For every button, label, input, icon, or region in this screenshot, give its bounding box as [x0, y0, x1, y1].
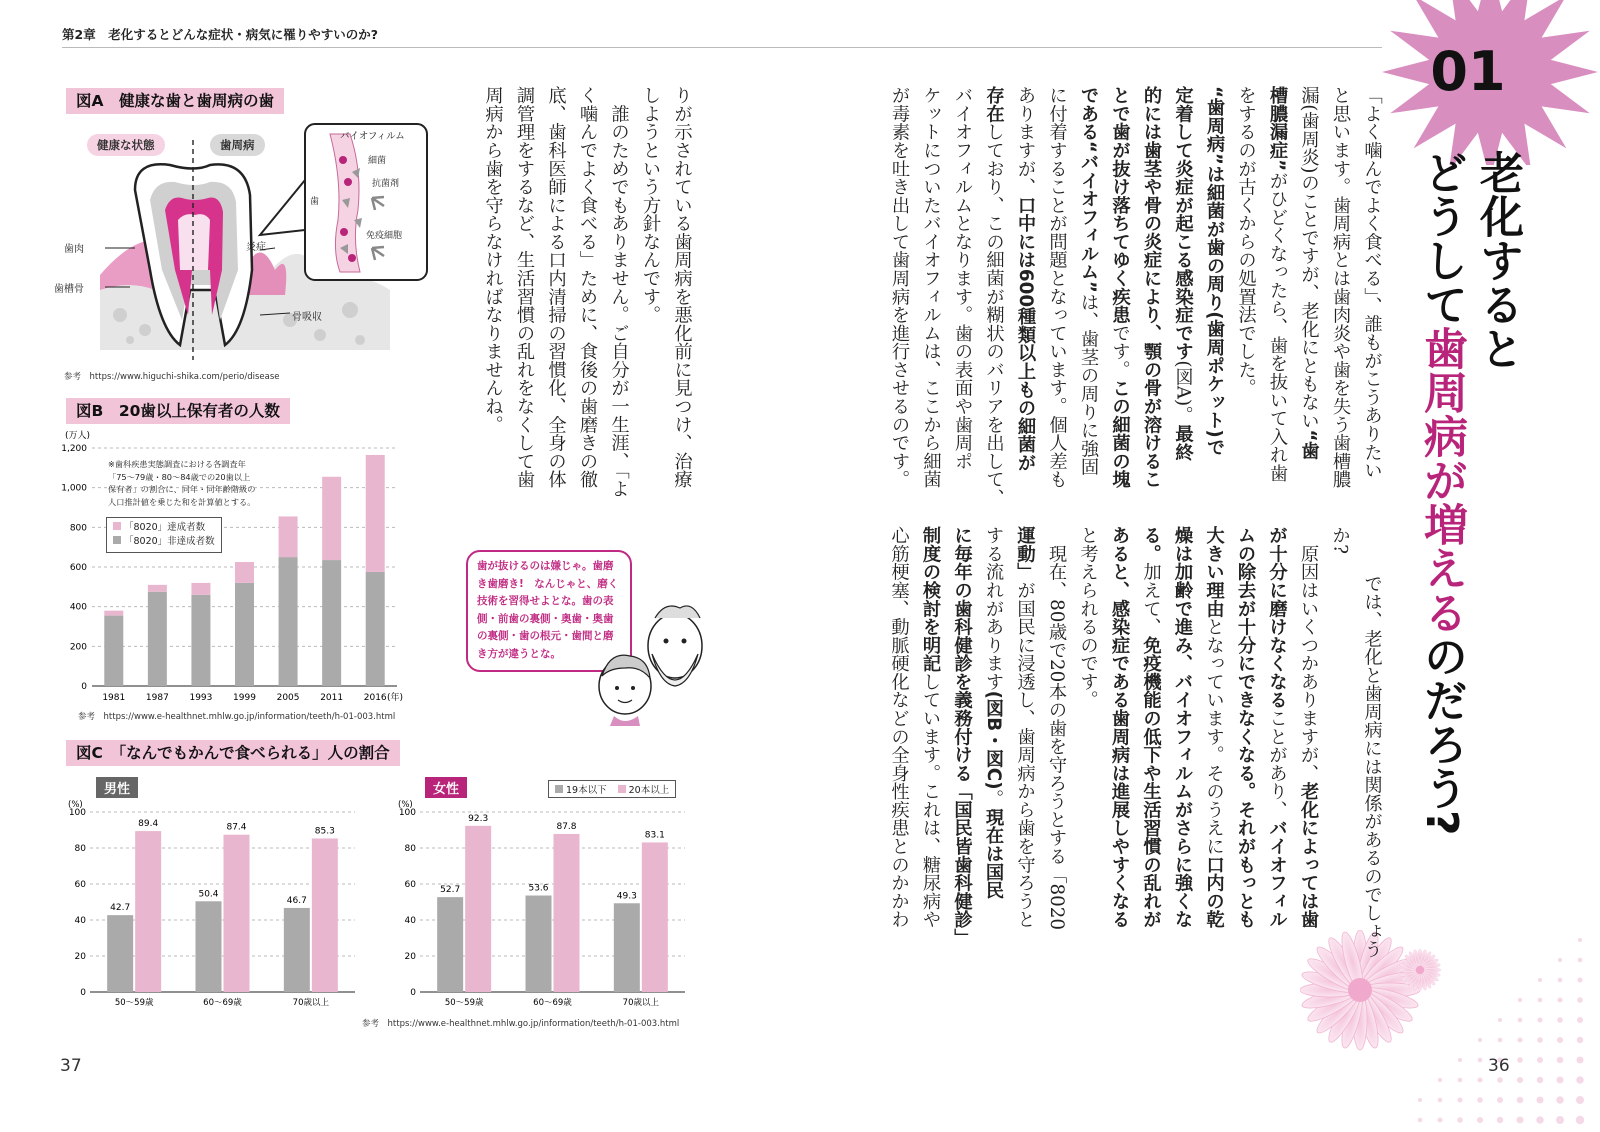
text-run: 誰のためでもありません。ご自分が一生涯、「よ	[608, 86, 630, 498]
x-tick-label: 60〜69歳	[203, 998, 242, 1008]
bold-text: 最終	[1172, 424, 1194, 461]
bold-text: 存在	[983, 86, 1005, 123]
bold-text: バイオフィル	[1266, 818, 1288, 929]
text-run: 現在、80歳で20本の歯を守ろうとする「8020	[1046, 526, 1067, 930]
figC-source	[362, 1017, 679, 1029]
text-run: となっています。そのうえに	[1203, 617, 1225, 856]
text-column	[1041, 86, 1072, 488]
bold-text: あると、感染症である歯周病は進展しやすくなる	[1109, 526, 1130, 929]
text-run: か?	[1329, 526, 1351, 555]
text-column	[1356, 86, 1387, 479]
text-run: しており、この細菌が糊状のバリアを出して、	[983, 122, 1005, 507]
source-url: https://www.e-healthnet.mhlw.go.jp/information/teeth/h-01-003.html	[387, 1019, 680, 1029]
label-alveolar: 歯槽骨	[54, 284, 84, 295]
bar	[465, 826, 491, 992]
bold-text: に毎年の歯科健診を義務付ける「国民皆歯科健診」	[951, 526, 973, 947]
text-run: 「よく噛んでよく食べる」、誰もがこうありたい	[1361, 86, 1383, 480]
bold-text: この細菌の塊	[1109, 378, 1131, 489]
y-tick-label: 100	[68, 808, 86, 818]
text-column	[1293, 526, 1324, 928]
text-run: 心筋梗塞、動脈硬化などの全身性疾患とのかかわ	[888, 526, 910, 929]
title-part-a: どうして	[1416, 150, 1467, 326]
tooth-pulp-core	[178, 214, 210, 270]
legend-swatch	[113, 536, 121, 544]
text-column	[883, 526, 914, 928]
text-run: しています。これは、糖尿病や	[920, 672, 941, 929]
y-tick-label: 40	[74, 916, 86, 926]
bold-text: “歯	[1298, 429, 1320, 460]
data-label: 49.3	[616, 891, 637, 902]
source-url: https://www.higuchi-shika.com/perio/disease	[89, 372, 280, 382]
bar	[279, 516, 298, 557]
y-tick-label: 800	[69, 523, 87, 534]
y-tick-label: 20	[74, 952, 86, 962]
legend-swatch	[555, 785, 563, 793]
y-tick-label: 1,200	[61, 444, 87, 454]
text-run: 加えて、	[1140, 562, 1162, 636]
y-tick-label: 200	[69, 642, 87, 653]
bar	[312, 838, 338, 992]
text-run: ありますが、	[1015, 86, 1036, 196]
y-tick-label: 60	[74, 880, 86, 890]
y-tick-label: 40	[404, 916, 416, 926]
text-run: く噛んでよく食べる」ために、食後の歯磨きの徹	[577, 86, 598, 489]
bar	[614, 903, 640, 992]
x-tick-label: 1987	[145, 693, 169, 703]
text-column	[1325, 86, 1356, 488]
legend-label: 「8020」達成者数	[124, 522, 206, 533]
text-column	[978, 86, 1009, 507]
bar	[554, 834, 580, 992]
text-run: と思います。歯周病とは歯肉炎や歯を失う歯槽膿	[1330, 86, 1351, 489]
page-number-right: 36	[1488, 1056, 1510, 1076]
title-line-2	[1414, 150, 1468, 836]
data-label: 53.6	[528, 883, 549, 894]
text-column	[1167, 526, 1198, 928]
data-label: 89.4	[138, 819, 159, 830]
bold-text: 定着して炎症が起こる感染症です	[1172, 86, 1194, 361]
data-label: 83.1	[644, 830, 665, 841]
text-column	[884, 86, 915, 488]
bold-text: 口中には600種類以上もの細菌が	[1015, 195, 1036, 472]
section-number: 01	[1430, 40, 1506, 103]
text-column	[1072, 526, 1103, 709]
bold-text: 槽膿漏症”	[1267, 86, 1288, 172]
text-column	[1356, 556, 1387, 958]
text-run: 周病から歯を守らなければなりませんね。	[482, 86, 504, 434]
bold-text: である“バイオフィルム”	[1078, 86, 1099, 293]
figC-title: 図C 「なんでもかんで食べられる」人の割合	[66, 740, 400, 766]
bold-text: とで歯が抜け落ちてゆく疾患	[1109, 86, 1131, 324]
y-tick-label: 60	[404, 880, 416, 890]
text-run: が国民に浸透し、歯周病から歯を守ろうと	[1014, 580, 1036, 929]
bold-text: (図B・図C)	[983, 690, 1004, 790]
y-tick-label: 80	[404, 844, 416, 854]
bar	[642, 842, 668, 992]
label-inflammation: 炎症	[246, 242, 266, 253]
text-column	[946, 526, 977, 947]
y-tick-label: 0	[410, 988, 416, 998]
text-run: ケットについたバイオフィルムは、ここから細菌	[920, 86, 942, 489]
text-column	[915, 526, 946, 928]
text-run: は、歯茎の周りに強固	[1078, 292, 1099, 476]
figA-source	[64, 370, 280, 382]
data-label: 52.7	[440, 885, 461, 896]
text-run: 底、歯科医師による口内清掃の習慣化、全身の体	[545, 86, 567, 489]
x-tick-label: 2016	[363, 693, 387, 703]
x-unit-label: (年)	[386, 693, 403, 703]
bar	[191, 583, 210, 595]
label-bone-loss: 骨吸収	[292, 312, 322, 323]
x-tick-label: 50〜59歳	[114, 998, 154, 1008]
bold-text: “歯周病”は細菌が歯の周り(歯周ポケット)で	[1204, 86, 1225, 456]
figB-legend	[106, 517, 222, 553]
text-run: バイオフィルムとなります。歯の表面や歯周ポ	[952, 86, 973, 471]
source-url: https://www.e-healthnet.mhlw.go.jp/information/teeth/h-01-003.html	[103, 712, 396, 722]
label-antibacterial: 抗菌剤	[372, 179, 400, 189]
text-column	[1199, 86, 1230, 456]
text-column	[1230, 86, 1261, 397]
figB-source	[78, 710, 395, 722]
x-tick-label: 70歳以上	[292, 998, 329, 1008]
bar	[322, 560, 341, 686]
text-column	[1262, 86, 1293, 482]
bar	[366, 455, 385, 572]
bar	[135, 831, 161, 992]
y-tick-label: 0	[80, 988, 86, 998]
data-label: 85.3	[314, 826, 335, 837]
bold-text: 制度の検討を明記	[920, 526, 941, 673]
text-column	[666, 86, 697, 488]
text-column	[1261, 526, 1292, 928]
text-run: では、老化と歯周病には関係があるのでしょう	[1361, 556, 1383, 959]
figA-title: 図A 健康な歯と歯周病の歯	[66, 88, 284, 114]
bar	[107, 915, 133, 992]
bar	[235, 562, 254, 583]
bold-text: ムの除去が十分にできなくなる。それがもっとも	[1235, 526, 1256, 929]
speech-balloon: 歯が抜けるのは嫌じゃ。歯磨き歯磨き! なんじゃと、磨く技術を習得せよとな。歯の表側・前歯の裏側・奥歯・奥歯の裏側・歯の根元・歯間と磨き方が違うとな。	[466, 550, 632, 672]
figB-note	[108, 458, 255, 508]
note-line: 保有者」の割合に、同年・同年齢階級の	[108, 484, 256, 494]
text-run: 原因はいくつかありますが、	[1298, 526, 1319, 783]
label-biofilm: バイオフィルム	[340, 131, 405, 142]
y-axis-label: (%)	[68, 800, 83, 810]
bar	[224, 835, 250, 992]
text-column	[1104, 526, 1135, 928]
bar	[284, 908, 310, 992]
bar	[148, 592, 167, 686]
bar	[104, 616, 123, 686]
text-run: と考えられるのです。	[1077, 526, 1099, 709]
y-tick-label: 80	[74, 844, 86, 854]
title-part-b: のだろう?	[1416, 634, 1467, 836]
text-column	[915, 86, 946, 488]
bold-text: が十分に磨けなくなる	[1266, 526, 1288, 709]
text-run: です。	[1109, 323, 1131, 379]
text-run: をするのが古くからの処置法でした。	[1235, 86, 1257, 397]
page-number-left: 37	[60, 1056, 82, 1076]
chapter-header	[62, 25, 378, 43]
legend-label: 19本以下	[566, 785, 607, 796]
data-label: 87.4	[226, 822, 247, 833]
text-run: がひどくなったら、歯を抜いて入れ歯	[1267, 171, 1288, 483]
note-line: ※歯科疾患実態調査における各調査年	[108, 459, 246, 469]
y-tick-label: 400	[69, 602, 87, 613]
label-bacteria: 細菌	[368, 156, 387, 166]
title-part-highlight: 歯周病が増える	[1416, 326, 1467, 634]
biofilm-inset	[305, 124, 427, 280]
bar	[366, 572, 385, 686]
source-prefix: 参考	[78, 712, 96, 722]
legend-swatch	[113, 522, 121, 530]
source-prefix: 参考	[362, 1019, 380, 1029]
bold-text: 運動」	[1014, 526, 1036, 581]
bold-text: 口内の乾	[1203, 855, 1225, 929]
text-column	[1198, 526, 1229, 928]
bold-text: 免疫機能の低下や生活習慣の乱れが	[1140, 635, 1162, 929]
text-column	[1135, 526, 1166, 928]
label-immune: 免疫細胞	[366, 231, 403, 241]
bar	[437, 897, 463, 992]
text-run: する流れがあります	[983, 526, 1004, 691]
chapter-label: 第2章	[62, 27, 96, 42]
x-tick-label: 2011	[320, 693, 344, 703]
bar	[235, 583, 254, 686]
x-tick-label: 1993	[189, 693, 213, 703]
legend-swatch	[618, 785, 626, 793]
text-column	[1324, 526, 1355, 554]
bold-text: 燥は加齢で進み、バイオフィルムがさらに強くな	[1172, 526, 1193, 929]
legend-label: 「8020」非達成者数	[124, 536, 215, 547]
chart-c-female	[390, 795, 690, 1010]
legend-item	[113, 535, 215, 549]
bar	[148, 585, 167, 592]
text-column	[603, 86, 634, 498]
text-run: りが示されている歯周病を悪化前に見つけ、治療	[671, 86, 693, 489]
bar	[196, 901, 222, 992]
legend-item	[113, 521, 215, 535]
text-column	[509, 86, 540, 488]
bar	[526, 896, 552, 992]
text-run: ことがあり、	[1266, 708, 1288, 819]
text-run: 漏(歯周炎)のことですが、老化にともない	[1298, 86, 1320, 430]
y-tick-label: 20	[404, 952, 416, 962]
text-column	[1167, 86, 1198, 461]
bold-text: 老化によっては歯	[1298, 782, 1319, 929]
bold-text: 大きい理由	[1203, 526, 1225, 618]
data-label: 46.7	[286, 895, 307, 906]
y-tick-label: 600	[69, 563, 87, 573]
label-tooth: 歯	[310, 197, 320, 207]
note-line: 「75〜79歳・80〜84歳での20歯以上	[108, 471, 251, 482]
data-label: 42.7	[110, 903, 131, 914]
data-label: 50.4	[198, 889, 219, 900]
title-line-1: 老化すると	[1472, 150, 1523, 370]
text-column	[572, 86, 603, 488]
bar	[104, 611, 123, 616]
flower-decoration-icon	[1300, 930, 1600, 1132]
text-run: (図A)。	[1172, 360, 1194, 425]
figB-title: 図B 20歯以上保有者の人数	[66, 398, 290, 424]
text-run: しようという方針なんです。	[640, 86, 661, 324]
data-label: 87.8	[556, 821, 577, 832]
data-label: 92.3	[468, 813, 489, 824]
bold-text: 的には歯茎や骨の炎症により、顎の骨が溶けるこ	[1141, 86, 1162, 489]
y-axis-label: (%)	[398, 800, 413, 810]
bar	[322, 477, 341, 560]
x-tick-label: 70歳以上	[622, 998, 659, 1008]
text-column	[978, 526, 1009, 899]
text-column	[1010, 86, 1041, 472]
x-tick-label: 1981	[102, 693, 126, 703]
figA-tag-healthy: 健康な状態	[87, 134, 165, 156]
text-column	[1041, 526, 1072, 930]
bar	[279, 557, 298, 686]
bold-text: る。	[1140, 526, 1162, 563]
y-axis-label: (万人)	[65, 431, 91, 441]
figC-female-label: 女性	[425, 777, 467, 798]
inset-pointer	[260, 180, 305, 235]
text-column	[1230, 526, 1261, 928]
y-tick-label: 100	[398, 808, 416, 818]
figA-tag-disease: 歯周病	[210, 134, 265, 156]
note-line: 人口推計値を乗じた和を計算値とする。	[108, 496, 256, 507]
y-tick-label: 1,000	[61, 483, 87, 494]
text-column	[947, 86, 978, 470]
text-column	[477, 86, 508, 434]
text-column	[1009, 526, 1040, 928]
chart-c-male	[60, 795, 360, 1010]
bold-text: 現在は国民	[983, 807, 1004, 900]
text-column	[540, 86, 571, 488]
x-tick-label: 1999	[233, 693, 256, 703]
text-run: 調管理をするなど、生活習慣の乱れをなくして歯	[514, 86, 535, 489]
x-tick-label: 2005	[276, 693, 300, 703]
figC-male-label: 男性	[96, 777, 138, 798]
source-prefix: 参考	[64, 372, 82, 382]
text-run: に付着することが問題となっています。個人差も	[1046, 86, 1068, 489]
bar	[191, 595, 210, 686]
chapter-title: 老化するとどんな症状・病気に罹りやすいのか?	[108, 27, 378, 42]
text-column	[1293, 86, 1324, 460]
y-tick-label: 0	[81, 682, 87, 692]
x-tick-label: 50〜59歳	[444, 998, 484, 1008]
x-tick-label: 60〜69歳	[533, 998, 572, 1008]
header-rule	[62, 47, 1382, 48]
text-column	[1104, 86, 1135, 488]
label-gum: 歯肉	[64, 244, 84, 255]
text-column	[1136, 86, 1167, 488]
text-column	[1073, 86, 1104, 476]
text-run: が毒素を吐き出して歯周病を進行させるのです。	[889, 86, 910, 489]
legend-label: 20本以上	[628, 785, 670, 796]
text-column	[635, 86, 666, 324]
elderly-characters-icon	[580, 596, 710, 726]
text-run: 。	[983, 789, 1004, 808]
